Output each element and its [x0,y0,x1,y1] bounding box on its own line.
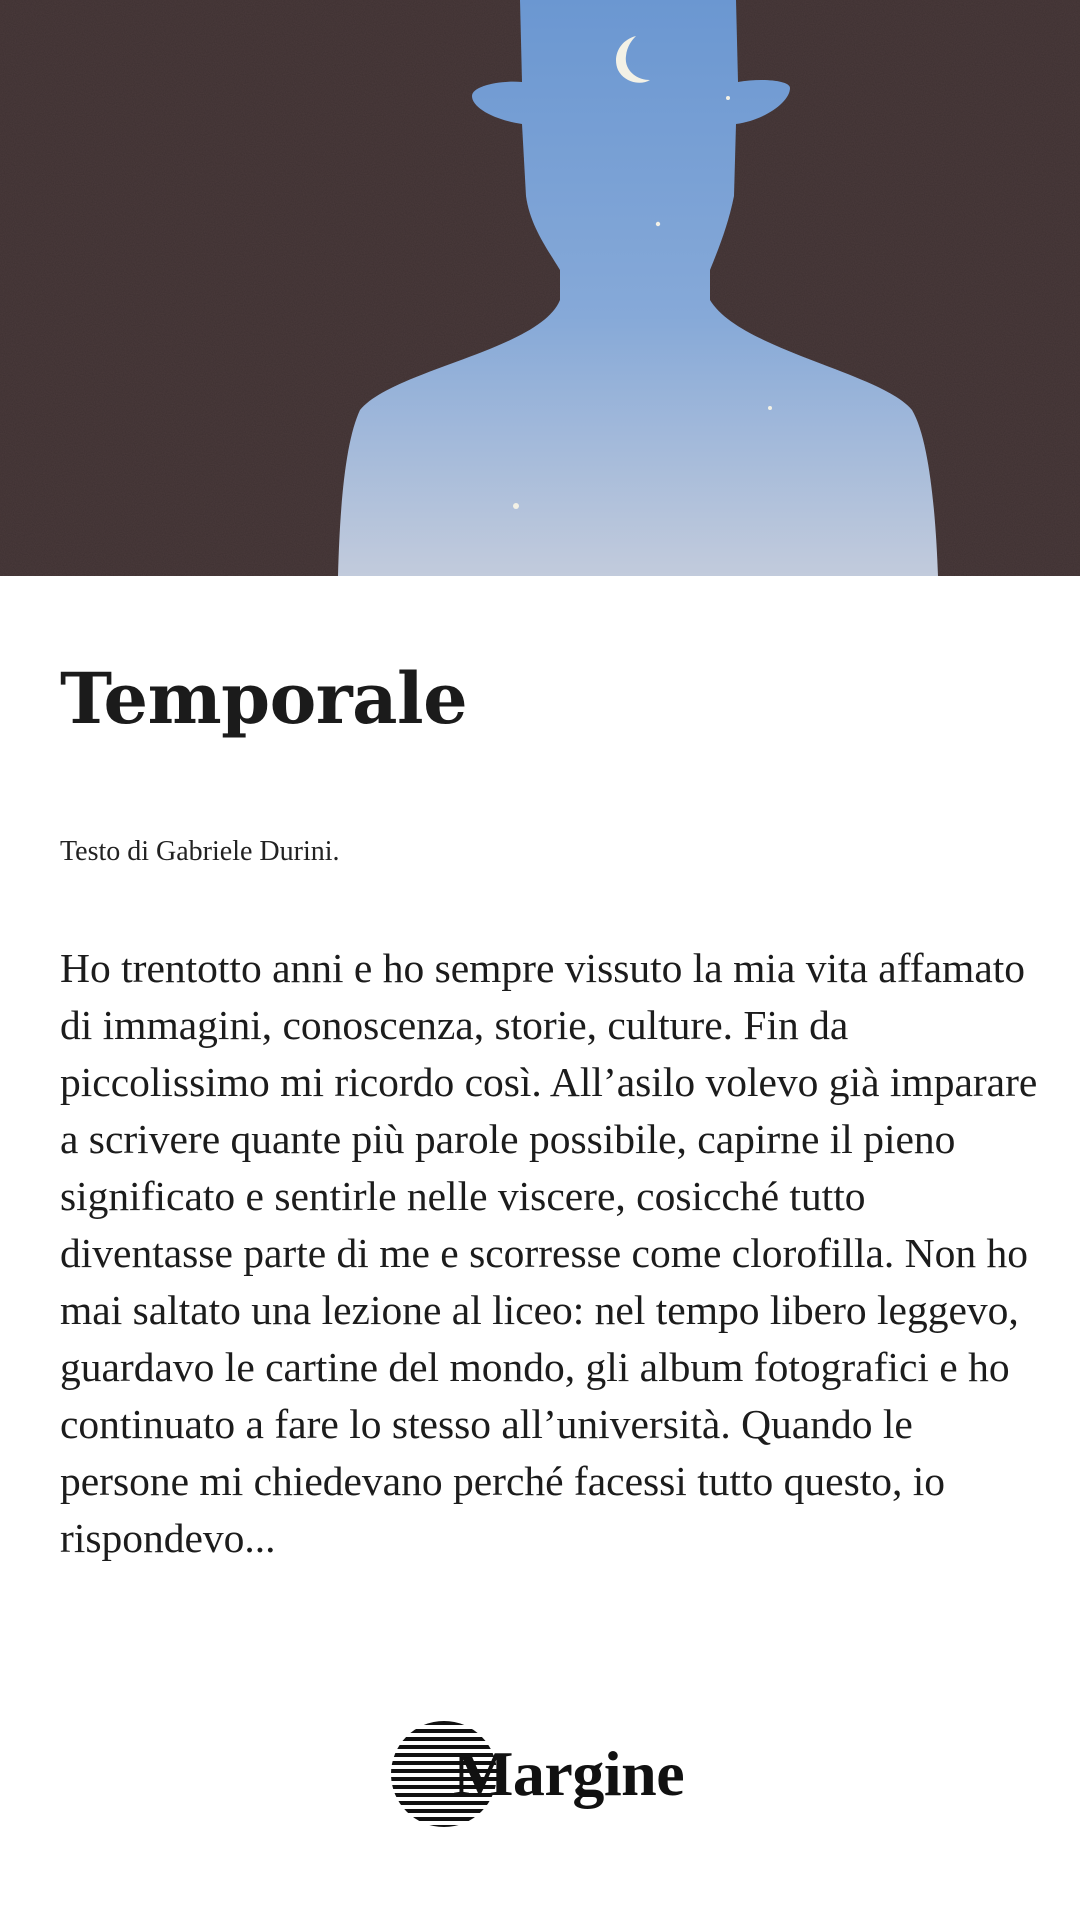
article-title: Temporale [60,657,468,740]
brand-logo[interactable] [389,1716,684,1832]
article-byline: Testo di Gabriele Durini. [60,836,340,867]
hero-image [0,0,1080,576]
article-body: Ho trentotto anni e ho sempre vissuto la mia vita affamato di immagini, conoscenza, storie, culture. Fin da piccolissimo mi ricordo così. All’asilo volevo già imparare a scrivere quante più parole possibile, capirne il pieno significato e sentirle nelle viscere, cosicché tutto diventasse parte di me e scorresse come clorofilla. Non ho mai saltato una lezione al liceo: nel tempo libero leggevo, guardavo le cartine del mondo, gli album fotografici e ho continuato a fare lo stesso all’università. Quando le persone mi chiedevano perché facessi tutto questo, io rispondevo... [60,945,1038,1561]
brand-name: Margine [453,1738,685,1809]
